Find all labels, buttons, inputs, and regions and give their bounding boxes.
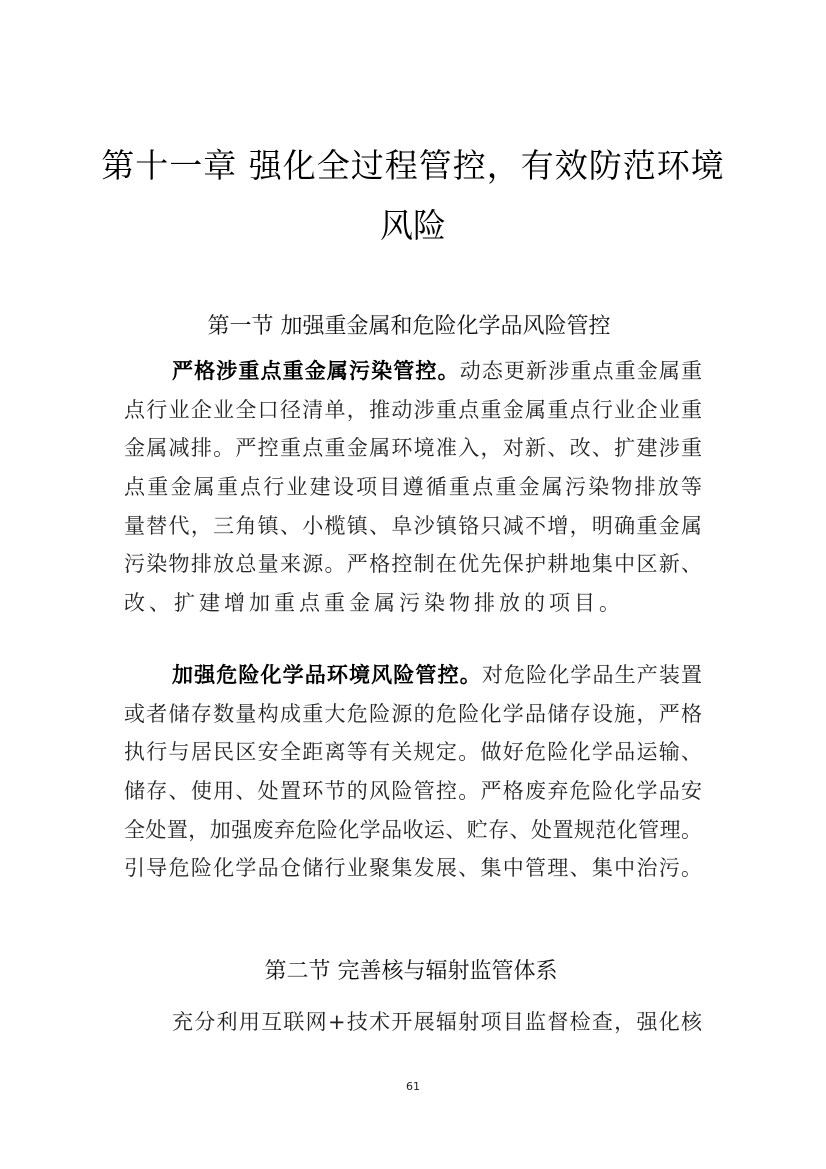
- section-heading-2: 第二节 完善核与辐射监管体系: [264, 959, 558, 984]
- paragraph-line: 污染物排放总量来源。严格控制在优先保护耕地集中区新、: [124, 552, 702, 577]
- paragraph-line: 引导危险化学品仓储行业聚集发展、集中管理、集中治污。: [124, 856, 702, 881]
- paragraph-line: 金属减排。严控重点重金属环境准入，对新、改、扩建涉重: [124, 436, 702, 461]
- paragraph-lead: 加强危险化学品环境风险管控。: [172, 663, 482, 687]
- paragraph-line: 执行与居民区安全距离等有关规定。做好危险化学品运输、: [124, 740, 702, 765]
- section-heading-1: 第一节 加强重金属和危险化学品风险管控: [207, 314, 611, 339]
- paragraph-text: 对危险化学品生产装置: [481, 663, 703, 687]
- paragraph-line: 量替代，三角镇、小榄镇、阜沙镇铬只减不增，明确重金属: [124, 513, 702, 538]
- paragraph-line: 改、扩建增加重点重金属污染物排放的项目。: [124, 591, 624, 616]
- paragraph-text: 动态更新涉重点重金属重: [459, 359, 703, 383]
- paragraph-line: 全处置，加强废弃危险化学品收运、贮存、处置规范化管理。: [124, 817, 702, 842]
- paragraph-heavy-metals: [124, 352, 702, 623]
- paragraph-line: 储存、使用、处置环节的风险管控。严格废弃危险化学品安: [124, 779, 702, 804]
- page-number: 61: [406, 1080, 420, 1093]
- paragraph-line: 或者储存数量构成重大危险源的危险化学品储存设施，严格: [124, 701, 702, 726]
- paragraph-hazardous-chemicals: [124, 656, 702, 888]
- chapter-title-line1: 第十一章 强化全过程管控，有效防范环境: [101, 146, 725, 185]
- chapter-title-line2: 风险: [380, 206, 446, 245]
- paragraph-line: 点重金属重点行业建设项目遵循重点重金属污染物排放等: [124, 475, 702, 500]
- paragraph-lead: 严格涉重点重金属污染管控。: [172, 359, 460, 383]
- paragraph-line: 点行业企业全口径清单，推动涉重点重金属重点行业企业重: [124, 397, 702, 422]
- paragraph-line: 充分利用互联网+技术开展辐射项目监督检查，强化核: [172, 1010, 702, 1034]
- paragraph-radiation: [124, 1003, 702, 1042]
